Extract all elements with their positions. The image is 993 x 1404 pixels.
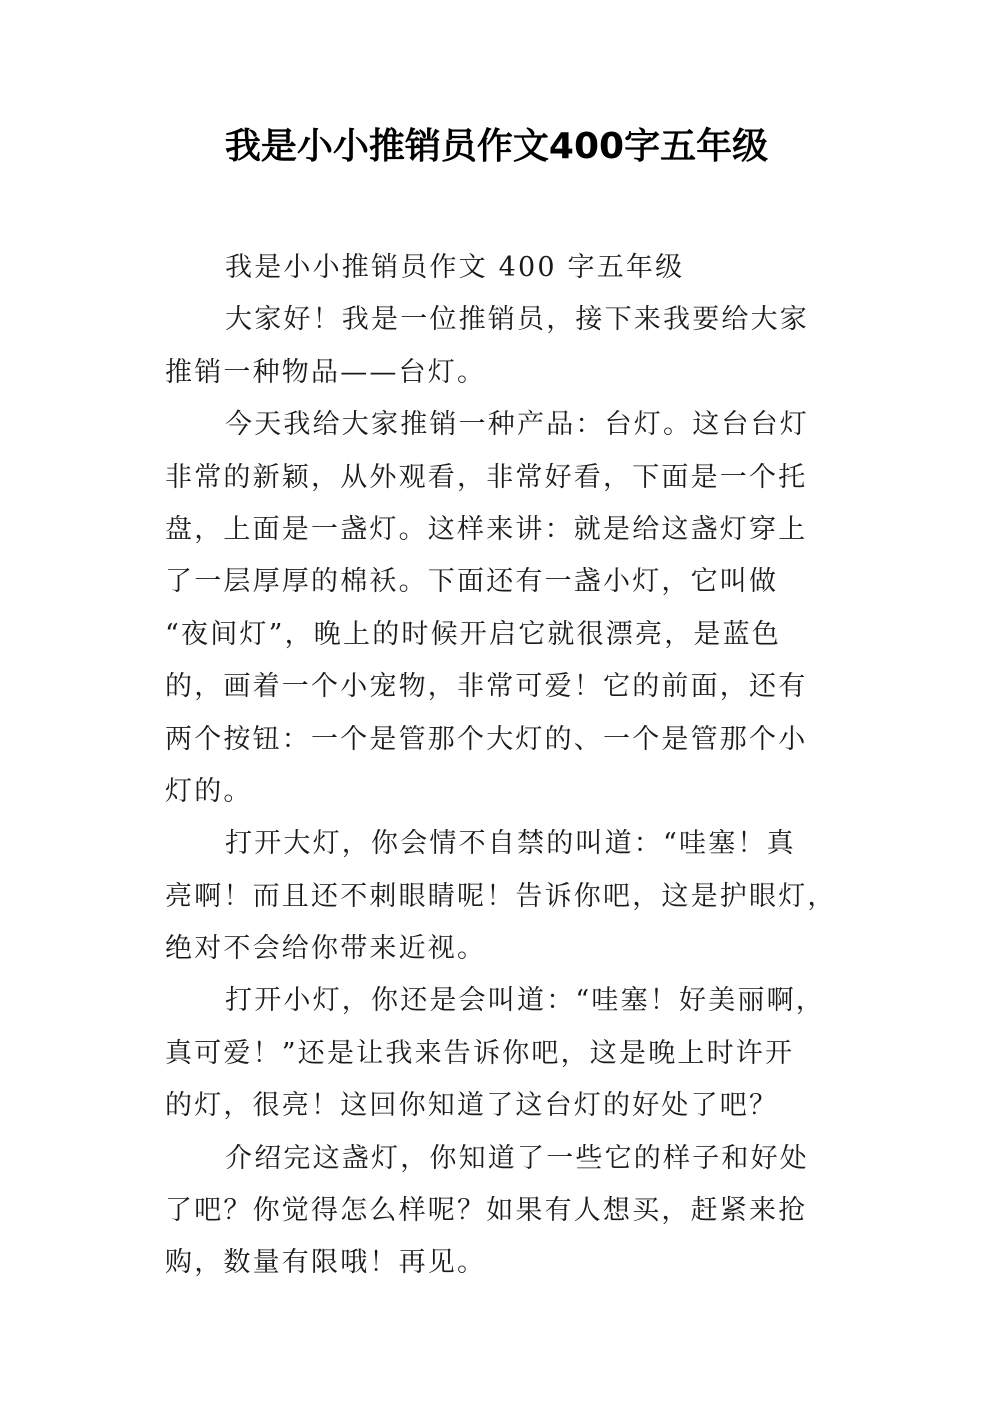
text-line: 我是小小推销员作文 400 字五年级 — [225, 252, 685, 283]
paragraph-description — [165, 399, 845, 818]
paragraph-big-lamp — [165, 818, 845, 975]
text-line: 打开大灯，你会情不自禁的叫道：“哇塞！真 — [225, 828, 796, 860]
text-line: 真可爱！”还是让我来告诉你吧，这是晚上时许开 — [165, 1037, 795, 1069]
text-line: 的，画着一个小宠物，非常可爱！它的前面，还有 — [165, 671, 808, 703]
text-line: 了吧？你觉得怎么样呢？如果有人想买，赶紧来抢 — [165, 1195, 808, 1227]
text-line: 灯的。 — [165, 775, 253, 807]
paragraph-closing — [165, 1133, 845, 1290]
text-line: 介绍完这盏灯，你知道了一些它的样子和好处 — [225, 1142, 809, 1174]
text-line: 大家好！我是一位推销员，接下来我要给大家 — [225, 304, 809, 336]
text-line: 推销一种物品——台灯。 — [165, 356, 487, 388]
text-line: 打开小灯，你还是会叫道：“哇塞！好美丽啊， — [225, 985, 826, 1017]
text-line: 亮啊！而且还不刺眼睛呢！告诉你吧，这是护眼灯， — [165, 880, 837, 912]
text-line: “夜间灯”，晚上的时候开启它就很漂亮，是蓝色 — [165, 618, 782, 650]
document-body — [165, 242, 845, 1290]
text-line: 了一层厚厚的棉袄。下面还有一盏小灯，它叫做 — [165, 566, 779, 598]
text-line: 非常的新颖，从外观看，非常好看，下面是一个托 — [165, 461, 808, 493]
document-title: 我是小小推销员作文400字五年级 — [224, 126, 769, 167]
text-line: 绝对不会给你带来近视。 — [165, 933, 487, 965]
text-line: 的灯，很亮！这回你知道了这台灯的好处了吧？ — [165, 1090, 779, 1122]
paragraph-greeting — [165, 294, 845, 399]
paragraph-small-lamp — [165, 975, 845, 1132]
text-line: 今天我给大家推销一种产品：台灯。这台台灯 — [225, 409, 809, 441]
text-line: 盘，上面是一盏灯。这样来讲：就是给这盏灯穿上 — [165, 513, 808, 545]
paragraph-subtitle — [165, 242, 845, 294]
text-line: 购，数量有限哦！再见。 — [165, 1247, 487, 1279]
text-line: 两个按钮：一个是管那个大灯的、一个是管那个小 — [165, 723, 808, 755]
